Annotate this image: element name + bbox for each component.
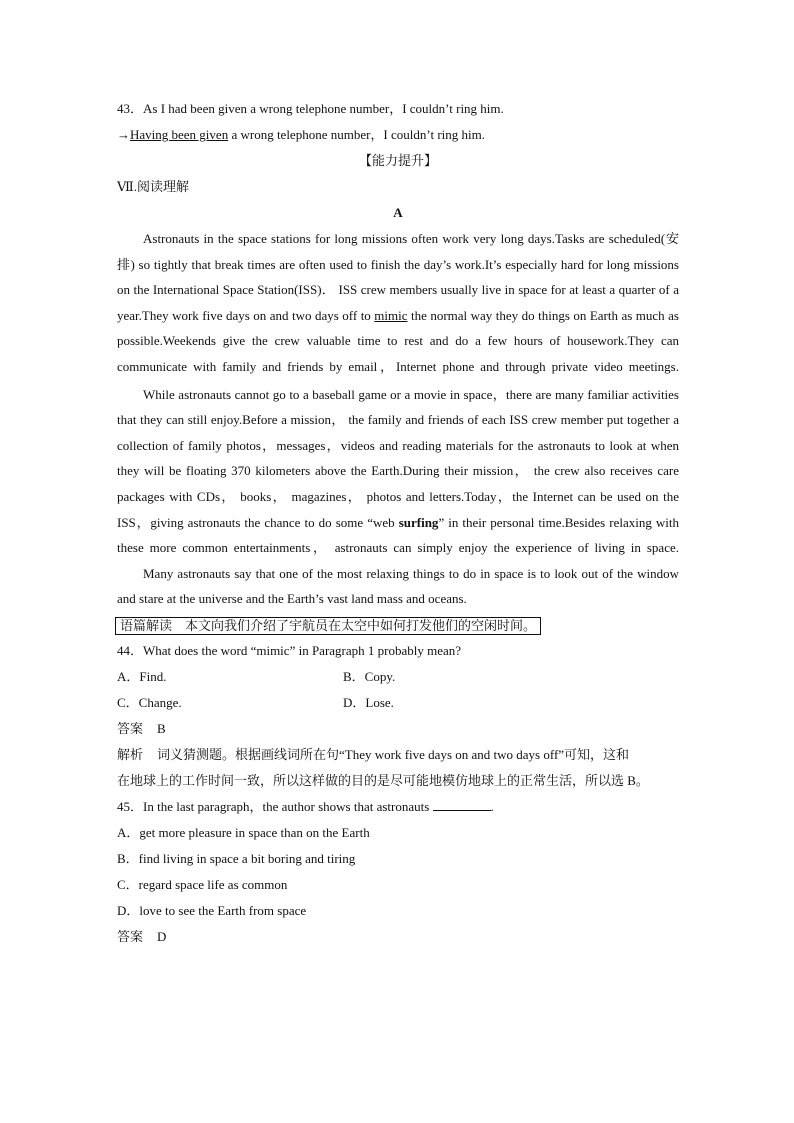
q43-underlined-answer: Having been given: [130, 127, 229, 142]
q44-analysis-line-1: [117, 742, 679, 768]
q44-option-a: A．Find.: [117, 668, 167, 684]
passage-paragraph-3: Many astronauts say that one of the most relaxing things to do in space is to look out of the window and stare at the universe and the Earth’s vast land mass and oceans.: [117, 565, 679, 607]
passage-paragraph-2: [117, 382, 679, 561]
answer-value: D: [157, 928, 167, 944]
answer-label: 答案: [117, 720, 144, 736]
paragraph-1-text-a: Astronauts in the space stations for long missions often work very long days.Tasks are scheduled(安排) so tightly that break times are often used to finish the day’s work.It’s especially hard for long missions on the International Space Station(ISS)． ISS crew members usually live in space for at least a quarter of a year.They work five days on and two days off to: [117, 231, 679, 323]
q45-stem-text: 45．In the last paragraph，the author shows that astronauts: [117, 798, 430, 814]
underlined-word-mimic: mimic: [374, 307, 408, 323]
q45-option-a: A．get more pleasure in space than on the Earth: [117, 824, 370, 840]
q43-original: 43．As I had been given a wrong telephone number，I couldn’t ring him.: [117, 101, 504, 116]
q44-answer: [117, 716, 679, 742]
arrow-symbol: →: [117, 127, 130, 142]
bold-word-surfing: surfing: [398, 514, 439, 530]
q44-analysis-line-2: 在地球上的工作时间一致，所以这样做的目的是尽可能地模仿地球上的正常生活，所以选 B。: [117, 772, 649, 788]
summary-box: 语篇解读 本文向我们介绍了宇航员在太空中如何打发他们的空闲时间。: [115, 617, 541, 635]
paragraph-1-text-b: the normal way they do things on Earth as much as possible.Weekends give the crew valuable time to rest and do a few hours of housework.They can communicate with family and friends by email，Internet phone and through private video meetings.: [117, 307, 679, 374]
q45-option-c: C．regard space life as common: [117, 876, 288, 892]
paragraph-2-text-b: ” in their personal time.Besides relaxing with these more common entertainments， astronauts can simply enjoy the experience of living in space.: [117, 514, 679, 556]
q45-option-d: D．love to see the Earth from space: [117, 902, 307, 918]
passage-paragraph-1: [117, 226, 679, 380]
q44-option-d: D．Lose.: [343, 694, 394, 710]
paragraph-2-text-a: While astronauts cannot go to a baseball game or a movie in space，there are many familiar activities that they can still enjoy.Before a mission， the family and friends of each ISS crew member put together a collection of family photos，messages，videos and reading materials for the astronauts to look at when they will be floating 370 kilometers above the Earth.During their mission， the crew also receives care packages with CDs， books， magazines， photos and letters.Today，the Internet can be used on the ISS，giving astronauts the chance to do some “web: [117, 386, 679, 530]
reading-heading: Ⅶ.阅读理解: [117, 179, 190, 194]
q43-rewrite: [117, 122, 679, 148]
answer-value: B: [157, 720, 166, 736]
passage-label: A: [393, 205, 403, 220]
analysis-text-1: 词义猜测题。根据画线词所在句“They work five days on and two days off”可知，这和: [157, 746, 630, 762]
q43-rest: a wrong telephone number，I couldn’t ring him.: [228, 127, 486, 142]
q45-answer-blank: [433, 798, 491, 811]
analysis-label: 解析: [117, 746, 144, 762]
q45-stem: [117, 794, 679, 820]
section-header: 【能力提升】: [358, 153, 437, 168]
q44-options-row-1: [117, 664, 679, 690]
q44-option-b: B．Copy.: [343, 668, 396, 684]
q45-answer: [117, 924, 679, 950]
answer-label: 答案: [117, 928, 144, 944]
q45-stem-end: .: [490, 798, 494, 814]
q45-option-b: B．find living in space a bit boring and tiring: [117, 850, 356, 866]
q44-option-c: C．Change.: [117, 694, 182, 710]
document-page: [117, 96, 679, 950]
q44-stem: 44．What does the word “mimic” in Paragraph 1 probably mean?: [117, 642, 462, 658]
summary-row: [117, 612, 679, 638]
q44-options-row-2: [117, 690, 679, 716]
